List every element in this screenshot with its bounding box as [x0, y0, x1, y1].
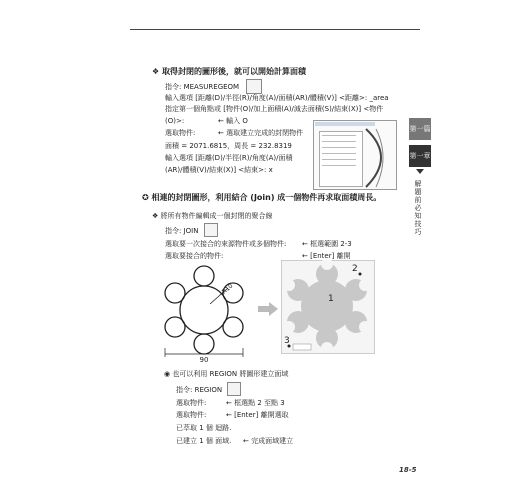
cmd-line: 指令: MEASUREGEOM [165, 83, 240, 91]
cmd-line: 輸入選項 [距離(D)/半徑(R)/角度(A)/面積 [165, 154, 293, 162]
callout-number: 3 [284, 336, 290, 346]
callout-number: 2 [352, 264, 358, 274]
cmd-note: ← 完成面域建立 [243, 437, 294, 445]
triangle-down-icon [416, 169, 424, 174]
cmd-line: (O)>: [165, 117, 185, 125]
cmd-line: 已建立 1 個 面域. [176, 437, 232, 445]
section3-title: ◉ 也可以利用 REGION 將圖形建立面域 [164, 370, 289, 378]
join-tool-icon [204, 223, 218, 237]
radius-label: R10 [220, 282, 235, 296]
chapter-title: 解題前必知技巧 [414, 180, 422, 236]
measure-screenshot [313, 120, 397, 190]
cmd-note: ← 框選範圍 2-3 [302, 240, 352, 248]
cmd-note: ← [Enter] 離開 [302, 252, 351, 260]
section2-sub: ❖ 將所有物件編輯成一個封閉的聚合線 [152, 212, 273, 220]
flower-filled-drawing [281, 260, 373, 352]
diamond-bullet-icon: ❖ [152, 212, 161, 220]
chapter-tab: 第一章 [409, 145, 431, 167]
cmd-line: 選取要接合的物件: [165, 252, 224, 260]
cmd-line: 指令: JOIN [165, 227, 199, 235]
top-rule [130, 29, 420, 30]
cmd-line: 選取要一次接合的來源物件或多個物件: [165, 240, 287, 248]
section1-title: ❖ 取得封閉的圖形後，就可以開始計算面積 [152, 67, 306, 76]
flower-outline-drawing [158, 262, 258, 364]
target-bullet-icon: ◉ [164, 370, 173, 378]
measure-tool-icon [246, 79, 262, 94]
cmd-line: 輸入選項 [距離(D)/半徑(R)/角度(A)/面積(AR)/體積(V)] <距離>: _area [165, 94, 389, 102]
page-number: 18-5 [399, 466, 417, 474]
cmd-line: (AR)/體積(V)/結束(X)] <結束>: x [165, 166, 273, 174]
part-tab: 第一篇 [409, 118, 431, 140]
cmd-line: 選取物件: [165, 129, 196, 137]
cmd-note: ← 框選點 2 至點 3 [226, 399, 285, 407]
cmd-result: 面積 = 2071.6815，周長 = 232.8319 [165, 142, 292, 150]
dimension-label: 90 [199, 356, 209, 364]
cmd-line: 選取物件: [176, 399, 207, 407]
section2-title: ✪ 相連的封閉圖形，利用結合 (Join) 成一個物件再求取面積周長。 [142, 193, 382, 202]
cmd-note: ← 選取建立完成的封閉物件 [218, 129, 304, 137]
gear-bullet-icon: ✪ [142, 193, 152, 202]
cmd-line: 指令: REGION [176, 386, 223, 394]
region-tool-icon [227, 382, 241, 396]
callout-number: 1 [328, 294, 334, 304]
cmd-line: 指定第一個角點或 [物件(O)/加上面積(A)/減去面積(S)/結束(X)] <物件 [165, 105, 384, 113]
cmd-note: ← 輸入 O [218, 117, 248, 125]
cmd-line: 選取物件: [176, 411, 207, 419]
cmd-line: 已萃取 1 個 迴路. [176, 424, 232, 432]
diamond-bullet-icon: ❖ [152, 67, 162, 76]
arc-shape [364, 127, 396, 189]
right-arrow-icon [257, 302, 279, 316]
cmd-note: ← [Enter] 離開選取 [226, 411, 289, 419]
